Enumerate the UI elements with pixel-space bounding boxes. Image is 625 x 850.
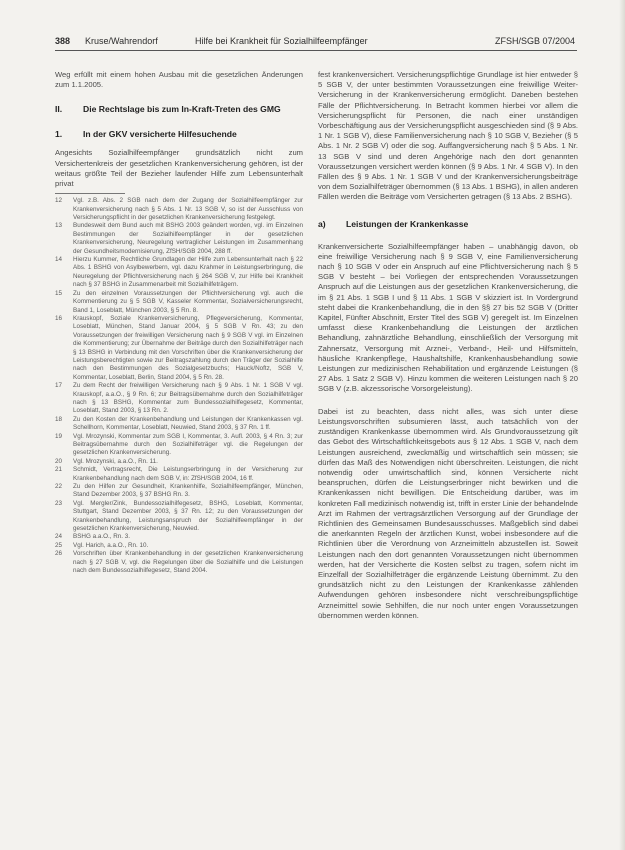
- footnote-number: 20: [55, 457, 63, 465]
- footnote-number: 14: [55, 256, 63, 264]
- footnote-number: 15: [55, 289, 63, 297]
- running-header: [55, 34, 575, 48]
- footnote-number: 13: [55, 222, 63, 230]
- footnote-text: Vgl. z.B. Abs. 2 SGB nach dem der Zugang der Sozialhilfeempfänger zur Krankenversicherung nach § 5 Abs. 1 Nr. 13 SGB V, so ist der Ausschluss von Versicherungspflicht in der gesetzlichen Krankenversicherung festgelegt.: [73, 197, 303, 222]
- footnote-number: 16: [55, 314, 63, 322]
- section-heading-1: [55, 129, 303, 140]
- footnote: [55, 416, 303, 433]
- scan-shadow-edge: [619, 0, 625, 850]
- footnote-rule: [55, 193, 125, 194]
- section-title: In der GKV versicherte Hilfesuchende: [83, 129, 237, 140]
- left-column: [55, 70, 303, 840]
- footnote: [55, 290, 303, 315]
- footnote-text: BSHG a.a.O., Rn. 3.: [73, 533, 131, 541]
- footnote-number: 18: [55, 415, 63, 423]
- section-number: 1.: [55, 129, 63, 140]
- footnote-text: Zu den einzelnen Voraussetzungen der Pflichtversicherung vgl. auch die Kommentierung zu § 5 SGB V, Kasseler Kommentar, Sozialversicherungsrecht, Band 1, Loseblatt, München 2003, § 5 Rn. 8.: [73, 289, 303, 314]
- footnote: [55, 550, 303, 575]
- section-number: a): [318, 218, 326, 229]
- footnote-number: 26: [55, 550, 63, 558]
- page-number: 388: [55, 36, 71, 46]
- footnote: [55, 197, 303, 222]
- footnote-number: 24: [55, 533, 63, 541]
- footnote: [55, 256, 303, 290]
- footnote-text: Vgl. Mergler/Zink, Bundessozialhilfegesetz, BSHG, Loseblatt, Kommentar, Stuttgart, Stand Dezember 2003, § 37 Rn. 12; zu den Voraussetzungen der Krankenbehandlung, Leistungsanspruch der Sozialhilfeempfänger in der gesetzlichen Krankenversicherung, Neuwied.: [73, 499, 303, 533]
- footnote-text: Bundesweit dem Bund auch mit BSHG 2003 geändert worden, vgl. im Einzelnen Bestimmungen der Sozialhilfeempfänger in der gesetzlichen Krankenversicherung, Neuregelung vertraglicher Leistungen im Zusammenhang der Gesundheitsmodernisierung, ZfSH/SGB 2004, 288 ff.: [73, 222, 303, 255]
- footnote-text: Vgl. Mrozynski, a.a.O., Rn. 11.: [73, 457, 158, 465]
- footnote-number: 22: [55, 483, 63, 491]
- footnote: [55, 315, 303, 382]
- footnote-text: Krauskopf, Soziale Krankenversicherung, Pflegeversicherung, Kommentar, Loseblatt, München, Stand Januar 2004, § 5 SGB V Rn. 43; zu den Voraussetzungen der freiwilligen Versicherung nach § 9 SGB V vgl. im Einzelnen die Kommentierung; zur Übernahme der Beiträge durch den Sozialhilfeträger nach § 13 BSHG in Verbindung mit den Vorschriften über die Krankenversicherung der Leistungsberechtigten sowie zur Beitragszahlung durch den Träger der Sozialhilfe nach den Bestimmungen des Sozialgesetzbuchs; Hauck/Noftz, SGB V, Kommentar, Loseblatt, Berlin, Stand 2004, § 5 Rn. 28.: [73, 314, 303, 381]
- footnote: [55, 542, 303, 550]
- footnote-number: 19: [55, 432, 63, 440]
- body-paragraph: Angesichts Sozialhilfeempfänger grundsätzlich nicht zum Versichertenkreis der gesetzlichen Krankenversicherung gehören, ist der weitaus größte Teil der Bezieher laufender Hilfe zum Lebensunterhalt privat: [55, 148, 303, 189]
- section-heading-ii: [55, 104, 303, 115]
- footnote: [55, 466, 303, 483]
- body-paragraph: Dabei ist zu beachten, dass nicht alles, was sich unter diese Leistungsvorschriften subsumieren lässt, auch tatsächlich von der zuständigen Krankenkasse übernommen wird. Als Grundvoraussetzung gilt das Gebot des Wirtschaftlichkeitsgebots aus § 12 Abs. 1 SGB V, nach dem Leistungen ausreichend, zweckmäßig und wirtschaftlich sein müssen; sie dürfen das Maß des Notwendigen nicht überschreiten. Leistungen, die nicht notwendig oder unwirtschaftlich sind, können Versicherte nicht beanspruchen, dürfen die Leistungserbringer nicht bewirken und die Krankenkassen nicht bewilligen. Die Entscheidung darüber, was im konkreten Fall medizinisch notwendig ist, trifft in erster Linie der behandelnde Arzt im Rahmen der vertragsärztlichen Versorgung auf der Grundlage der Richtlinien des Gemeinsamen Bundesausschusses. Maßgeblich sind dabei die anerkannten Regeln der ärztlichen Kunst, wobei insbesondere auf die Richtlinien über die Verordnung von Arzneimitteln abzustellen ist. Soweit Leistungen nach den dort genannten Voraussetzungen nicht übernommen werden, hat der Versicherte die Kosten selbst zu tragen, sofern nicht im Einzelfall der Sozialhilfeträger die ergänzende Leistung übernimmt. Zu den grundsätzlich nicht zu den Leistungen der Krankenkasse zählenden Aufwendungen gehören insbesondere nicht verschreibungspflichtige Arzneimittel sowie Sehhilfen, die nur noch unter engen Voraussetzungen übernommen werden können.: [318, 406, 578, 620]
- footnote-text: Zu den Kosten der Krankenbehandlung und Leistungen der Krankenkassen vgl. Schellhorn, Kommentar, Loseblatt, Neuwied, Stand 2003, § 37 Rn. 1 ff.: [73, 415, 303, 432]
- footnote-text: Hierzu Kummer, Rechtliche Grundlagen der Hilfe zum Lebensunterhalt nach § 22 Abs. 1 BSHG von Asylbewerbern, vgl. dazu Krahmer in Leistungserbringung, die Neuregelung der Pflichtversicherung nach § 264 SGB V, zur Hilfe bei Krankheit nach § 37 BSHG in Zusammenarbeit mit Sozialhilfeträgern.: [73, 256, 303, 289]
- header-title: Hilfe bei Krankheit für Sozialhilfeempfänger: [195, 36, 368, 46]
- intro-text: Weg erfüllt mit einem hohen Ausbau mit die gesetzlichen Änderungen zum 1.1.2005.: [55, 70, 303, 90]
- footnote-text: Vgl. Mrozynski, Kommentar zum SGB I, Kommentar, 3. Aufl. 2003, § 4 Rn. 3; zur Beitragsübernahme durch den Sozialhilfeträger vgl. die Regelungen der gesetzlichen Krankenversicherung.: [73, 432, 303, 457]
- footnote-text: Schmidt, Vertragsrecht, Die Leistungserbringung in der Versicherung zur Krankenbehandlung nach dem SGB V, in: ZfSH/SGB 2004, 16 ff.: [73, 466, 303, 482]
- header-rule: [55, 50, 577, 51]
- footnote: [55, 382, 303, 416]
- footnote-number: 21: [55, 466, 63, 474]
- section-title: Leistungen der Krankenkasse: [346, 218, 469, 229]
- footnote-number: 23: [55, 499, 63, 507]
- footnote: [55, 533, 303, 541]
- footnote-text: Zu den Hilfen zur Gesundheit, Krankenhilfe, Sozialhilfeempfänger, München, Stand Dezember 2003, § 37 BSHG Rn. 3.: [73, 483, 303, 499]
- section-number: II.: [55, 104, 63, 115]
- footnote-text: Vgl. Harich, a.a.O., Rn. 10.: [73, 541, 149, 549]
- footnote: [55, 222, 303, 256]
- footnote-text: Vorschriften über Krankenbehandlung in der gesetzlichen Krankenversicherung nach § 27 SGB V, vgl. die Regelungen über die Sozialhilfe und die Leistungen nach dem Bundessozialhilfegesetz, Stand 2004.: [73, 550, 303, 575]
- body-paragraph: fest krankenversichert. Versicherungspflichtige Grundlage ist hier entweder § 5 SGB V, der unter bestimmten Voraussetzungen eine freiwillige Weiter-Versicherung in der Krankenversicherung ermöglicht. Daneben bestehen Fälle der Pflichtversicherung. In Betracht kommen hierbei vor allem die Versicherungspflicht für Personen, die nach einer unständigen Vorbeschäftigung aus der Versicherungspflicht ausgeschieden sind (§ 9 Abs. 1 Nr. 1 SGB V), diese Familienversicherung nach § 10 SGB V, Bezieher (§ 5 Abs. 1 Nr. 2 SGB V) oder die sog. Auffangversicherung nach § 5 Abs. 1 Nr. 13 SGB V sind und deren Angehörige nach den dort genannten Voraussetzungen versichert werden können (§ 9 Abs. 1 Nr. 4 SGB V). In den Fällen des § 9 Abs. 1 Nr. 1 SGB V und der Krankenversicherungsbeiträge von dem Sozialhilfeträger übernommen (§ 13 Abs. 1 BSHG), in allen anderen Fällen werden die Beiträge vom Versicherten getragen (§ 13 Abs. 2 BSHG).: [318, 70, 578, 202]
- section-heading-a: [318, 219, 578, 230]
- right-column: [318, 70, 578, 840]
- footnote-text: Zu dem Recht der freiwilligen Versicherung nach § 9 Abs. 1 Nr. 1 SGB V vgl. Krauskopf, a.a.O., § 9 Rn. 6; zur Beitragsübernahme durch den Sozialhilfeträger nach § 13 BSHG, Kommentar zum Bundessozialhilfegesetz, Kommentar, Loseblatt, Stand 2003, § 13 Rn. 2.: [73, 382, 303, 415]
- footnote: [55, 483, 303, 500]
- section-title: Die Rechtslage bis zum In-Kraft-Treten des GMG: [83, 104, 281, 115]
- footnote: [55, 500, 303, 534]
- body-paragraph: Krankenversicherte Sozialhilfeempfänger haben – unabhängig davon, ob eine freiwillige Versicherung nach § 9 SGB V, eine Familienversicherung nach § 10 SGB V oder ein Anspruch auf eine Pflichtversicherung nach § 5 SGB V besteht – bei Vorliegen der entsprechenden Voraussetzungen Anspruch auf die Leistungen aus der gesetzlichen Krankenversicherung, die im § 21 Abs. 1 SGB I und § 11 Abs. 1 SGB V skizziert ist. In Vordergrund steht dabei die Krankenbehandlung, die in den §§ 27 bis 52 SGB V (Dritter Kapitel, Fünfter Abschnitt, Erster Titel des SGB V) geregelt ist. Im Einzelnen umfasst diese Krankenbehandlung die Leistungen der ärztlichen Behandlung, zahnärztliche Behandlung, einschließlich der Versorgung mit Zahnersatz, Versorgung mit Arznei-, Verband-, Heil- und Hilfsmitteln, häusliche Krankenpflege, Haushaltshilfe, Krankenhausbehandlung sowie Leistungen zur medizinischen Rehabilitation und ergänzende Leistungen (§ 27 Abs. 1 Satz 2 SGB V). Hinzu kommen die weiteren Leistungen nach § 20 SGB V (z.B. akzessorische Vorsorgeleistung).: [318, 241, 578, 394]
- footnote: [55, 433, 303, 458]
- footnote-number: 25: [55, 541, 63, 549]
- footnote-number: 17: [55, 382, 63, 390]
- footnote-number: 12: [55, 197, 63, 205]
- header-authors: Kruse/Wahrendorf: [85, 36, 158, 46]
- header-journal: ZFSH/SGB 07/2004: [494, 36, 575, 46]
- footnote-list: [55, 197, 303, 575]
- footnote: [55, 458, 303, 466]
